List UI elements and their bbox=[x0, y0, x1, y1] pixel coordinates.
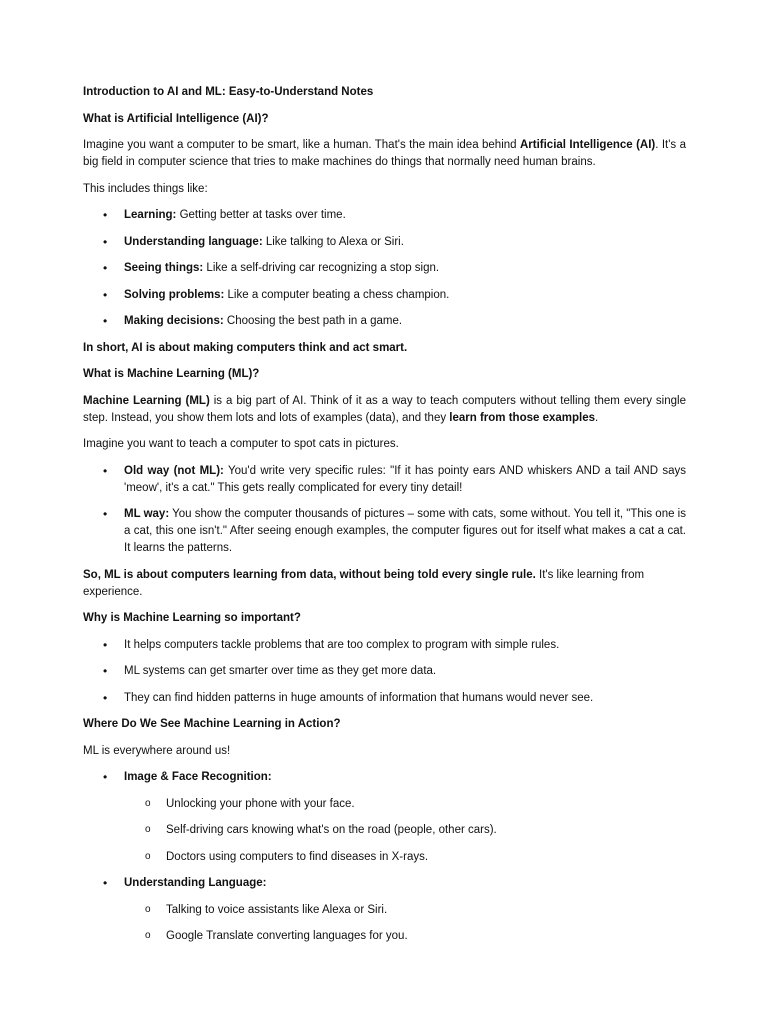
why-list bbox=[83, 637, 686, 707]
ml-summary bbox=[83, 567, 686, 601]
ml-paragraph-bold-1: Machine Learning (ML) bbox=[83, 394, 210, 407]
list-item bbox=[83, 875, 686, 892]
ai-paragraph-text-1: Imagine you want a computer to be smart, like a human. That's the main idea behind bbox=[83, 139, 520, 151]
list-item bbox=[83, 769, 686, 786]
sub-list-item: o Self-driving cars knowing what's on the road (people, other cars). bbox=[83, 822, 686, 839]
list-item: • ML systems can get smarter over time as they get more data. bbox=[83, 663, 686, 680]
list-item-text: Like a computer beating a chess champion. bbox=[224, 288, 450, 301]
list-item-label: ML way: bbox=[124, 508, 170, 520]
list-item bbox=[83, 506, 686, 557]
image-recognition-sublist bbox=[83, 796, 686, 866]
applications-list-2 bbox=[83, 875, 686, 892]
sub-list-item: o Doctors using computers to find diseases in X-rays. bbox=[83, 849, 686, 866]
applications-list bbox=[83, 769, 686, 786]
language-sublist bbox=[83, 902, 686, 946]
list-item-label: Making decisions: bbox=[124, 315, 224, 327]
ml-heading: What is Machine Learning (ML)? bbox=[83, 368, 260, 380]
list-item-label: Solving problems: bbox=[124, 288, 225, 301]
sub-list-item: o Google Translate converting languages for you. bbox=[83, 928, 686, 945]
ai-paragraph-text-2: . It's a big field in computer science that tries to make machines do things that normally need human brains. bbox=[83, 139, 686, 168]
list-item-text: You show the computer thousands of pictures – some with cats, some without. You tell it, "This one is a cat, this one isn't." After seeing enough examples, the computer figures out for itself what makes a cat a cat. It learns the patterns. bbox=[124, 508, 686, 554]
sub-list-item: o Talking to voice assistants like Alexa or Siri. bbox=[83, 902, 686, 919]
list-item bbox=[83, 207, 686, 224]
list-item-label: Understanding Language: bbox=[124, 877, 267, 889]
list-item-label: Old way (not ML): bbox=[124, 464, 224, 477]
list-item bbox=[83, 260, 686, 277]
ai-paragraph-bold: Artificial Intelligence (AI) bbox=[519, 139, 656, 151]
ml-summary-bold: So, ML is about computers learning from data, without being told every single rule. bbox=[83, 568, 536, 581]
ai-summary: In short, AI is about making computers think and act smart. bbox=[83, 341, 408, 354]
list-item-label: Seeing things: bbox=[124, 262, 204, 274]
list-item-label: Learning: bbox=[124, 209, 177, 221]
where-heading: Where Do We See Machine Learning in Action? bbox=[83, 718, 341, 730]
ml-paragraph-text-2: . bbox=[595, 411, 599, 424]
list-item-text: Getting better at tasks over time. bbox=[176, 209, 346, 221]
list-item: • They can find hidden patterns in huge amounts of information that humans would never see. bbox=[83, 690, 686, 707]
list-item bbox=[83, 287, 686, 304]
list-item bbox=[83, 463, 686, 497]
document-title: Introduction to AI and ML: Easy-to-Understand Notes bbox=[83, 86, 374, 98]
list-item-text: Like a self-driving car recognizing a stop sign. bbox=[203, 262, 440, 274]
sub-list-item: o Unlocking your phone with your face. bbox=[83, 796, 686, 813]
ai-heading: What is Artificial Intelligence (AI)? bbox=[83, 112, 269, 125]
list-item bbox=[83, 234, 686, 251]
ml-summary-text: It's like learning from experience. bbox=[83, 568, 645, 598]
list-item-label: Understanding language: bbox=[124, 235, 263, 248]
why-heading: Why is Machine Learning so important? bbox=[83, 612, 301, 624]
list-item-label: Image & Face Recognition: bbox=[124, 771, 272, 783]
list-item-text: Like talking to Alexa or Siri. bbox=[262, 235, 404, 248]
ml-paragraph bbox=[83, 393, 686, 427]
cats-intro: Imagine you want to teach a computer to spot cats in pictures. bbox=[83, 438, 399, 450]
ml-paragraph-text-1: is a big part of AI. Think of it as a way to teach computers without telling them every single step. Instead, you show them lots and lots of examples (data), and they bbox=[83, 394, 686, 424]
includes-text: This includes things like: bbox=[83, 182, 208, 195]
ai-paragraph bbox=[83, 137, 686, 171]
list-item: • It helps computers tackle problems that are too complex to program with simple rules. bbox=[83, 637, 686, 654]
ai-capabilities-list bbox=[83, 207, 686, 330]
list-item-text: Choosing the best path in a game. bbox=[223, 315, 403, 327]
ml-paragraph-bold-2: learn from those examples bbox=[449, 411, 596, 424]
list-item-text: You'd write very specific rules: "If it has pointy ears AND whiskers AND a tail AND says 'meow', it's a cat." This gets really complicated for every tiny detail! bbox=[124, 464, 686, 494]
everywhere-text: ML is everywhere around us! bbox=[83, 744, 231, 757]
ml-comparison-list bbox=[83, 463, 686, 558]
list-item bbox=[83, 313, 686, 330]
